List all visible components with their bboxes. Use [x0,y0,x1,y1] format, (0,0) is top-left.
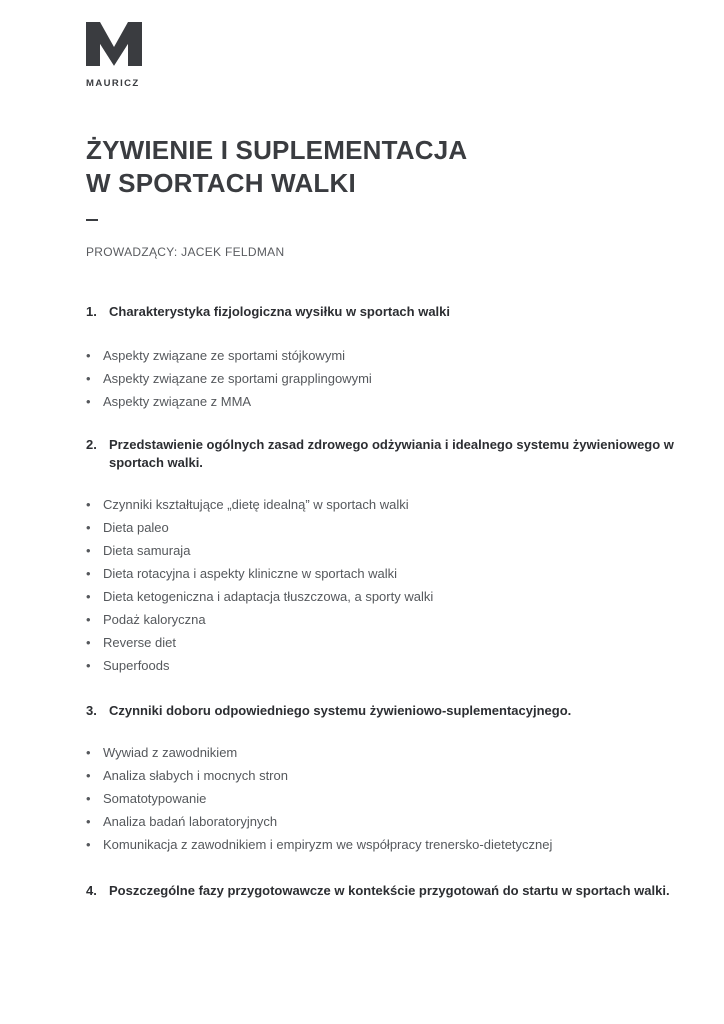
section-title: Charakterystyka fizjologiczna wysiłku w sportach walki [109,304,451,319]
bullet-icon: • [86,658,91,673]
bullet-icon: • [86,745,91,760]
bullet-icon: • [86,635,91,650]
list-item: • Dieta paleo [86,516,686,539]
section-number: 3. [86,703,97,718]
agenda [86,303,686,900]
section-title: Przedstawienie ogólnych zasad zdrowego odżywiania i idealnego systemu żywieniowego w sportach walki. [109,437,674,470]
title-divider [86,219,98,221]
section [86,702,686,856]
list-item: • Dieta rotacyjna i aspekty kliniczne w sportach walki [86,562,686,585]
brand-logo [86,22,144,89]
list-item: • Dieta samuraja [86,539,686,562]
mauricz-logo-icon [86,22,142,66]
section-title: Poszczególne fazy przygotowawcze w kontekście przygotowań do startu w sportach walki. [109,883,670,898]
bullet-icon: • [86,566,91,581]
list-item: • Wywiad z zawodnikiem [86,741,686,764]
list-item: • Superfoods [86,654,686,677]
bullet-icon: • [86,612,91,627]
list-item: • Analiza słabych i mocnych stron [86,764,686,787]
section [86,882,686,900]
section-heading [86,702,686,720]
section-heading [86,303,686,321]
brand-name: MAURICZ [86,78,140,89]
section-heading [86,882,686,900]
bullet-icon: • [86,791,91,806]
list-item: • Podaż kaloryczna [86,608,686,631]
section [86,303,686,413]
bullet-icon: • [86,589,91,604]
list-item: • Dieta ketogeniczna i adaptacja tłuszczowa, a sporty walki [86,585,686,608]
title-line: ŻYWIENIE I SUPLEMENTACJA [86,135,468,165]
list-item: • Somatotypowanie [86,787,686,810]
bullet-icon: • [86,520,91,535]
presenter-label: PROWADZĄCY: JACEK FELDMAN [86,245,285,259]
bullet-icon: • [86,543,91,558]
section-heading [86,436,686,472]
section-number: 1. [86,304,97,319]
title-line: W SPORTACH WALKI [86,168,356,198]
list-item: • Aspekty związane z MMA [86,390,686,413]
bullet-icon: • [86,497,91,512]
bullet-icon: • [86,814,91,829]
bullet-icon: • [86,768,91,783]
page-title [86,134,467,200]
list-item: • Aspekty związane ze sportami stójkowymi [86,344,686,367]
list-item: • Reverse diet [86,631,686,654]
bullet-icon: • [86,348,91,363]
list-item: • Komunikacja z zawodnikiem i empiryzm we współpracy trenersko-dietetycznej [86,833,686,856]
section-number: 4. [86,883,97,898]
bullet-list [86,493,686,677]
list-item: • Aspekty związane ze sportami grapplingowymi [86,367,686,390]
list-item: • Czynniki kształtujące „dietę idealną” w sportach walki [86,493,686,516]
bullet-icon: • [86,371,91,386]
section-title: Czynniki doboru odpowiedniego systemu żywieniowo-suplementacyjnego. [109,703,572,718]
list-item: • Analiza badań laboratoryjnych [86,810,686,833]
section [86,436,686,677]
bullet-list [86,344,686,413]
bullet-icon: • [86,394,91,409]
bullet-icon: • [86,837,91,852]
section-number: 2. [86,437,97,452]
bullet-list [86,741,686,856]
